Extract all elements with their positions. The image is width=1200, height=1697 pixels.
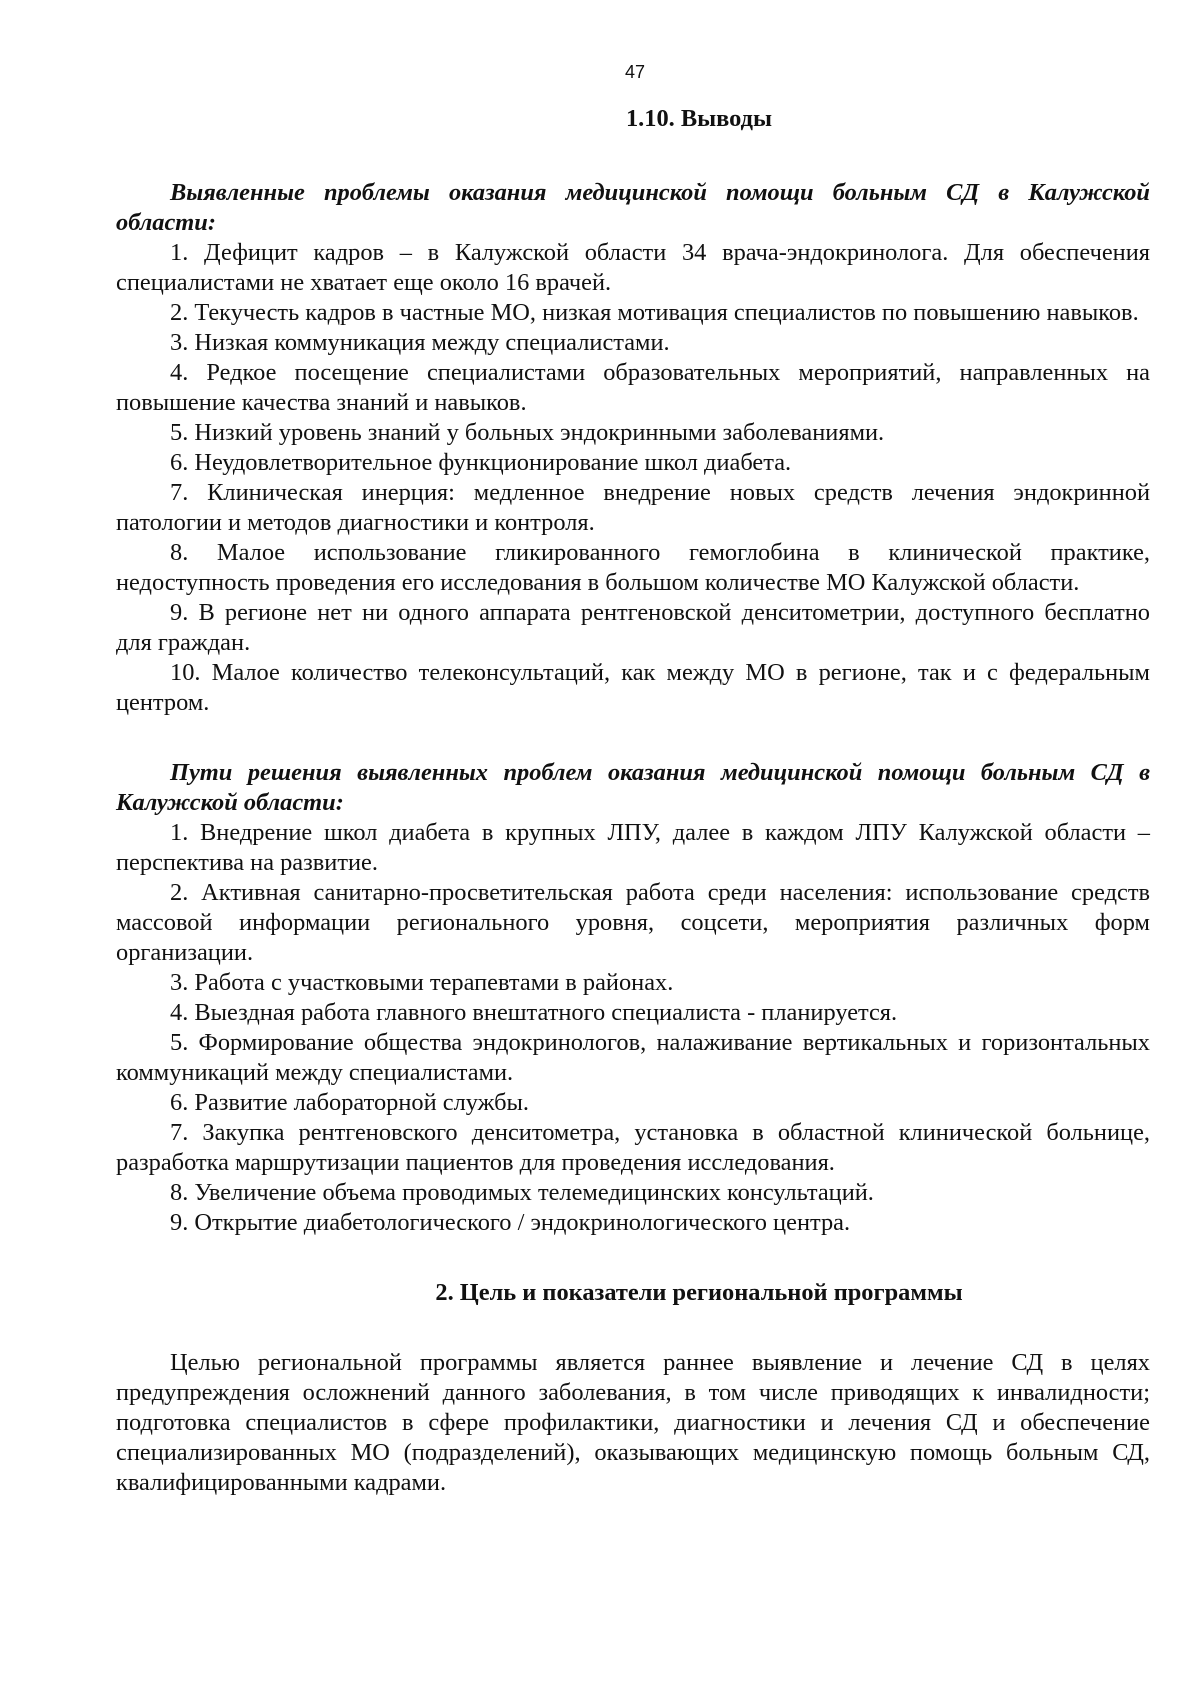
solution-item: 8. Увеличение объема проводимых телемедицинских консультаций. [170, 1179, 874, 1206]
solutions-list [116, 818, 1150, 1238]
solution-item: 5. Формирование общества эндокринологов, налаживание вертикальных и горизонтальных коммуникаций между специалистами. [116, 1029, 1150, 1086]
problem-item: 2. Текучесть кадров в частные МО, низкая мотивация специалистов по повышению навыков. [170, 299, 1139, 326]
goal-paragraph: Целью региональной программы является раннее выявление и лечение СД в целях предупреждения осложнений данного заболевания, в том числе приводящих к инвалидности; подготовка специалистов в сфере профилактики, диагностики и лечения СД и обеспечение специализированных МО (подразделений), оказывающих медицинскую помощь больным СД, квалифицированными кадрами. [116, 1349, 1150, 1496]
page-number: 47 [624, 62, 646, 82]
problem-item: 1. Дефицит кадров – в Калужской области 34 врача-эндокринолога. Для обеспечения специалистами не хватает еще около 16 врачей. [116, 239, 1150, 296]
solution-item: 9. Открытие диабетологического / эндокринологического центра. [170, 1209, 851, 1236]
problem-item: 3. Низкая коммуникация между специалистами. [170, 329, 670, 356]
problem-item: 4. Редкое посещение специалистами образовательных мероприятий, направленных на повышение качества знаний и навыков. [116, 359, 1150, 416]
section-title-goals: 2. Цель и показатели региональной программы [435, 1279, 963, 1306]
problems-list [116, 238, 1150, 718]
solutions-heading: Пути решения выявленных проблем оказания медицинской помощи больным СД в Калужской области: [116, 759, 1150, 816]
problem-item: 9. В регионе нет ни одного аппарата рентгеновской денситометрии, доступного бесплатно для граждан. [116, 599, 1150, 656]
problem-item: 5. Низкий уровень знаний у больных эндокринными заболеваниями. [170, 419, 885, 446]
page-content [116, 104, 1150, 1498]
problem-item: 6. Неудовлетворительное функционирование школ диабета. [170, 449, 792, 476]
solution-item: 2. Активная санитарно-просветительская работа среди населения: использование средств массовой информации регионального уровня, соцсети, мероприятия различных форм организации. [116, 879, 1150, 966]
solution-item: 4. Выездная работа главного внештатного специалиста - планируется. [170, 999, 898, 1026]
problem-item: 7. Клиническая инерция: медленное внедрение новых средств лечения эндокринной патологии и методов диагностики и контроля. [116, 479, 1150, 536]
section-title-conclusions: 1.10. Выводы [625, 105, 773, 132]
solution-item: 1. Внедрение школ диабета в крупных ЛПУ, далее в каждом ЛПУ Калужской области – перспектива на развитие. [116, 819, 1150, 876]
problems-heading: Выявленные проблемы оказания медицинской помощи больным СД в Калужской области: [116, 179, 1150, 236]
solution-item: 3. Работа с участковыми терапевтами в районах. [170, 969, 674, 996]
problem-item: 8. Малое использование гликированного гемоглобина в клинической практике, недоступность проведения его исследования в большом количестве МО Калужской области. [116, 539, 1150, 596]
problem-item: 10. Малое количество телеконсультаций, как между МО в регионе, так и с федеральным центром. [116, 659, 1150, 716]
solution-item: 7. Закупка рентгеновского денситометра, установка в областной клинической больнице, разработка маршрутизации пациентов для проведения исследования. [116, 1119, 1150, 1176]
solution-item: 6. Развитие лабораторной службы. [170, 1089, 530, 1116]
